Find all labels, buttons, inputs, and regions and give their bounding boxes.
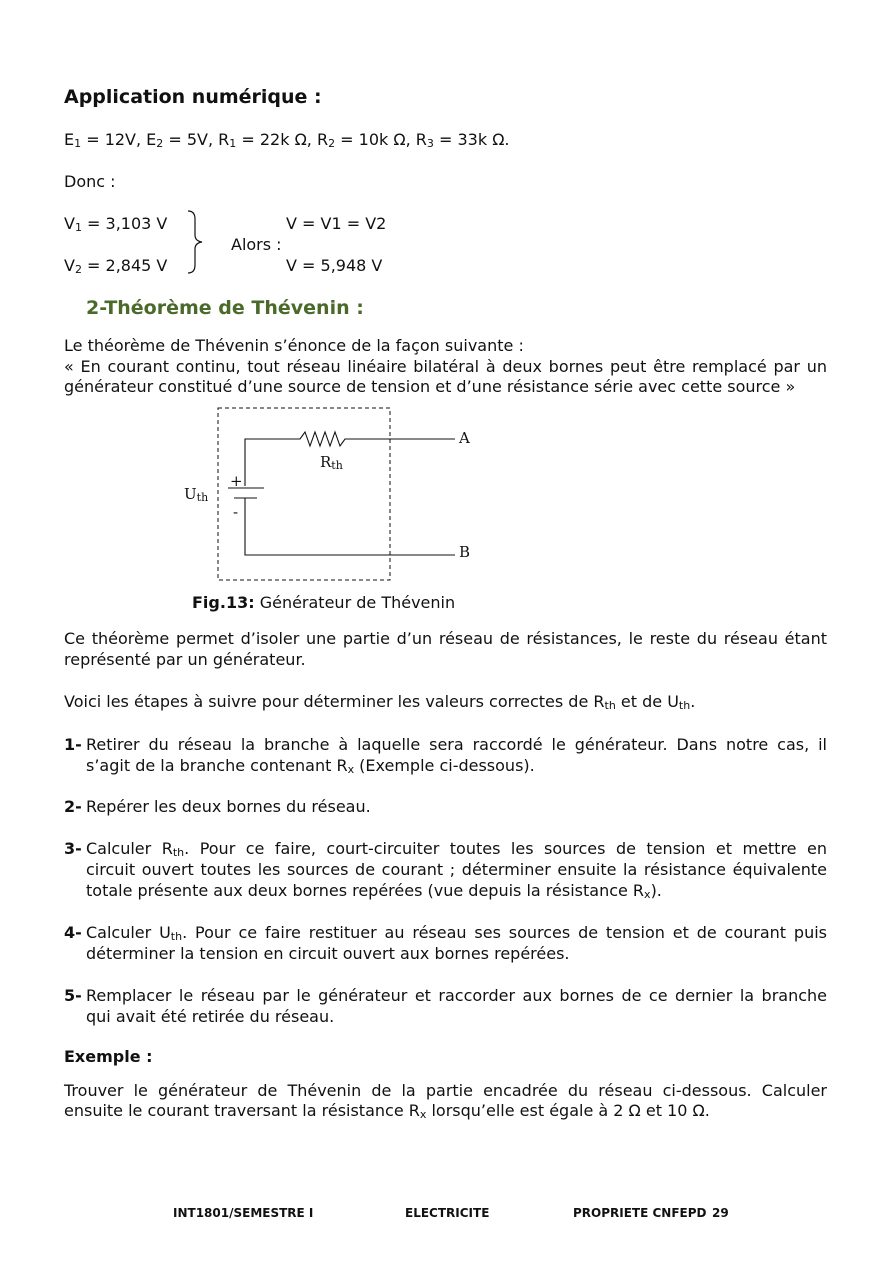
rth-label: $R_{th}$ <box>320 453 343 472</box>
para1-line-1: Ce théorème permet d’isoler une partie d’un réseau de résistances, le reste du réseau étant <box>64 629 827 648</box>
step-5: 5- Remplacer le réseau par le générateur et raccorder aux bornes de ce dernier la branche qui avait été retirée du réseau. <box>64 986 827 1026</box>
top-wire-with-resistor <box>245 432 455 486</box>
donc-label: Donc : <box>64 172 116 191</box>
alors-label: Alors : <box>231 235 282 254</box>
page-heading: Application numérique : <box>64 86 322 108</box>
section-title: 2-Théorème de Thévenin : <box>86 297 364 319</box>
right-brace-icon <box>186 209 204 275</box>
footer-subject: ELECTRICITE <box>405 1206 490 1220</box>
terminal-a-label: A <box>459 429 470 447</box>
intro-line-1: Le théorème de Thévenin s’énonce de la façon suivante : <box>64 336 524 355</box>
step-2: 2- Repérer les deux bornes du réseau. <box>64 797 371 816</box>
figure-caption: Fig.13: Générateur de Thévenin <box>192 593 456 612</box>
intro-line-3: générateur constitué d’une source de tension et d’une résistance série avec cette source » <box>64 377 796 396</box>
v-result: V = 5,948 V <box>286 256 383 275</box>
footer-course: INT1801/SEMESTRE I <box>173 1206 314 1220</box>
step-4: 4- Calculer $U_{th}$. Pour ce faire restituer au réseau ses sources de tension et de courant puis déterminer la tension en circuit ouvert aux bornes repérées. <box>64 923 827 963</box>
exemple-line-1: Trouver le générateur de Thévenin de la partie encadrée du réseau ci-dessous. Calculer <box>64 1081 827 1100</box>
values-line: $E_1 = 12V$, $E_2 = 5V$, $R_1 = 22k$ Ω, $R_2 = 10k$ Ω, $R_3 = 33k$ Ω. <box>64 130 510 150</box>
intro-line-2: « En courant continu, tout réseau linéaire bilatéral à deux bornes peut être remplacé par un <box>64 357 827 376</box>
v2-value: $V_2 = 2,845$ V <box>64 256 168 276</box>
terminal-b-label: B <box>459 543 471 561</box>
bottom-wire <box>245 498 455 555</box>
step-3: 3- Calculer $R_{th}$. Pour ce faire, court-circuiter toutes les sources de tension et mettre en circuit ouvert toutes les sources de courant ; déterminer ensuite la résistance équivalente totale présente aux deux bornes repérées (vue depuis la résistance $R_x$). <box>64 839 827 901</box>
footer-owner: PROPRIETE CNFEPD <box>573 1206 707 1220</box>
exemple-line-2: ensuite le courant traversant la résistance $R_x$ lorsqu’elle est égale à 2 Ω et 10 Ω. <box>64 1101 710 1121</box>
step-1: 1- Retirer du réseau la branche à laquelle sera raccordé le générateur. Dans notre cas, il s’agit de la branche contenant $R_x$ (Exemple ci-dessous). <box>64 735 827 776</box>
para1-line-2: représenté par un générateur. <box>64 650 306 669</box>
minus-sign: - <box>233 503 239 521</box>
exemple-heading: Exemple : <box>64 1047 153 1066</box>
plus-sign: + <box>230 472 243 490</box>
page-number: 29 <box>712 1206 729 1220</box>
thevenin-circuit-diagram <box>170 400 490 590</box>
v-equation: V = V1 = V2 <box>286 214 387 233</box>
uth-label: $U_{th}$ <box>184 485 209 504</box>
v1-value: $V_1 = 3,103$ V <box>64 214 168 234</box>
para2: Voici les étapes à suivre pour déterminer les valeurs correctes de $R_{th}$ et de $U_{th}$. <box>64 692 696 712</box>
